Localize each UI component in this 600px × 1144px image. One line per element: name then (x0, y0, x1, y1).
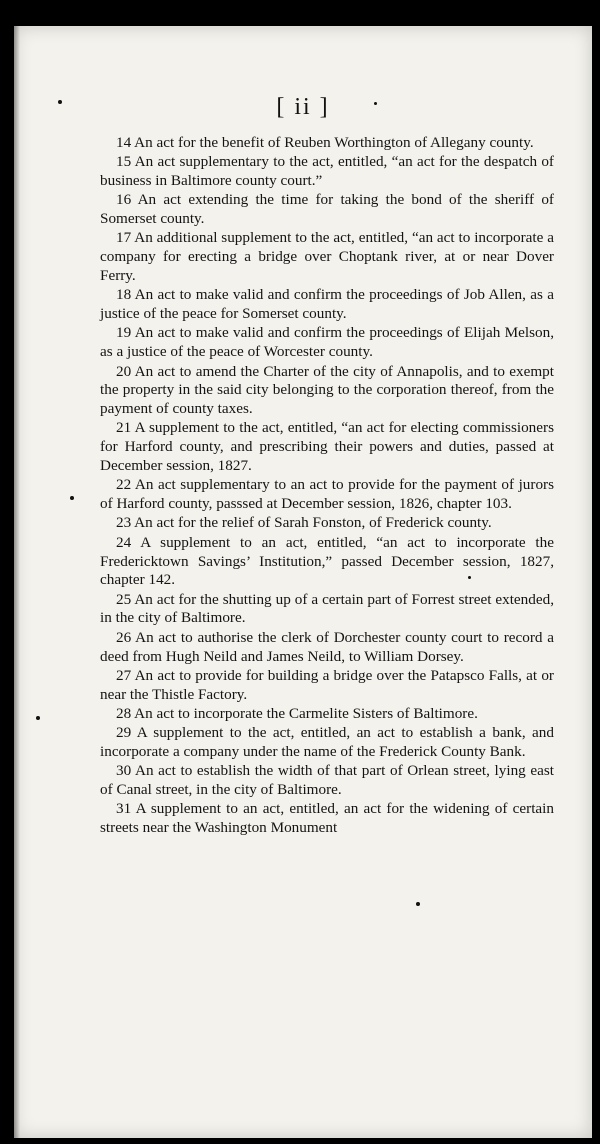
page-number-marker: [ ii ] (276, 94, 330, 120)
entry-number: 15 (116, 153, 132, 171)
list-item (100, 419, 554, 475)
scan-speck (36, 716, 40, 720)
entry-number: 24 (116, 533, 132, 551)
entry-number: 26 (116, 628, 132, 646)
entry-text: An act to make valid and confirm the proceedings of Job Allen, as a justice of the peace for Somerset county. (100, 286, 554, 323)
list-item (100, 629, 554, 667)
page-edge-shadow (14, 26, 20, 1138)
entry-number: 28 (116, 704, 132, 722)
list-item (100, 514, 554, 533)
entry-text: A supplement to the act, entitled, “an act for electing commissioners for Harford county, and prescribing their powers and duties, passed at December session, 1827. (100, 419, 554, 475)
entry-number: 27 (116, 666, 132, 684)
scan-speck (416, 902, 420, 906)
list-item (100, 363, 554, 419)
list-item (100, 286, 554, 324)
list-item (100, 762, 554, 800)
list-item (100, 534, 554, 590)
entry-text: An act to incorporate the Carmelite Sisters of Baltimore. (134, 704, 478, 722)
entry-number: 29 (116, 724, 132, 742)
entry-text: An act supplementary to an act to provide for the payment of jurors of Harford county, passsed at December session, 1826, chapter 103. (100, 476, 555, 513)
list-item (100, 591, 554, 629)
entry-number: 19 (116, 324, 132, 342)
entry-number: 30 (116, 762, 132, 780)
entry-text: An act to make valid and confirm the proceedings of Elijah Melson, as a justice of the peace of Worcester county. (100, 324, 554, 361)
list-item (100, 800, 554, 838)
entry-number: 14 (116, 134, 132, 151)
entry-number: 21 (116, 419, 132, 437)
entry-number: 18 (116, 286, 132, 304)
scan-speck (468, 576, 471, 579)
entry-text: An act to provide for building a bridge over the Patapsco Falls, at or near the Thistle Factory. (100, 666, 554, 703)
list-item (100, 324, 554, 362)
scan-speck (70, 496, 74, 500)
entry-text: A supplement to an act, entitled, an act for the widening of certain streets near the Washington Monument (100, 800, 554, 837)
entry-text: An act for the benefit of Reuben Worthington of Allegany county. (134, 134, 534, 151)
scanned-page (14, 26, 592, 1138)
list-item (100, 724, 554, 762)
entry-text: An act for the shutting up of a certain part of Forrest street extended, in the city of Baltimore. (100, 590, 554, 627)
scan-speck (374, 102, 377, 105)
entry-number: 20 (116, 362, 132, 380)
entry-text: An act to amend the Charter of the city of Annapolis, and to exempt the property in the said city belonging to the corporation thereof, from the payment of county taxes. (100, 362, 554, 418)
entry-number: 25 (116, 590, 132, 608)
entry-text: A supplement to the act, entitled, an act to establish a bank, and incorporate a company under the name of the Frederick County Bank. (100, 724, 554, 760)
entry-number: 23 (116, 514, 132, 532)
list-item (100, 134, 554, 153)
entry-number: 16 (116, 191, 132, 209)
entry-text: An act for the relief of Sarah Fonston, of Frederick county. (134, 514, 492, 532)
entry-number: 17 (116, 229, 132, 247)
entry-number: 31 (116, 800, 132, 818)
scan-speck (58, 100, 62, 104)
entry-text: An act to establish the width of that part of Orlean street, lying east of Canal street, in the city of Baltimore. (100, 762, 554, 799)
list-item (100, 191, 554, 229)
entry-text: An act to authorise the clerk of Dorchester county court to record a deed from Hugh Neild and James Neild, to William Dorsey. (100, 628, 554, 665)
acts-list (100, 134, 554, 838)
entry-number: 22 (116, 476, 132, 494)
entry-text: An act extending the time for taking the bond of the sheriff of Somerset county. (100, 191, 554, 228)
entry-text: An act supplementary to the act, entitled, “an act for the despatch of business in Baltimore county court.” (100, 153, 554, 190)
list-item (100, 153, 554, 191)
list-item (100, 229, 554, 285)
list-item (100, 705, 554, 724)
list-item (100, 667, 554, 705)
entry-text: An additional supplement to the act, entitled, “an act to incorporate a company for erecting a bridge over Choptank river, at or near Dover Ferry. (100, 229, 554, 285)
list-item (100, 476, 554, 514)
entry-text: A supplement to an act, entitled, “an act to incorporate the Fredericktown Savings’ Institution,” passed December session, 1827, chapter 142. (100, 533, 554, 589)
